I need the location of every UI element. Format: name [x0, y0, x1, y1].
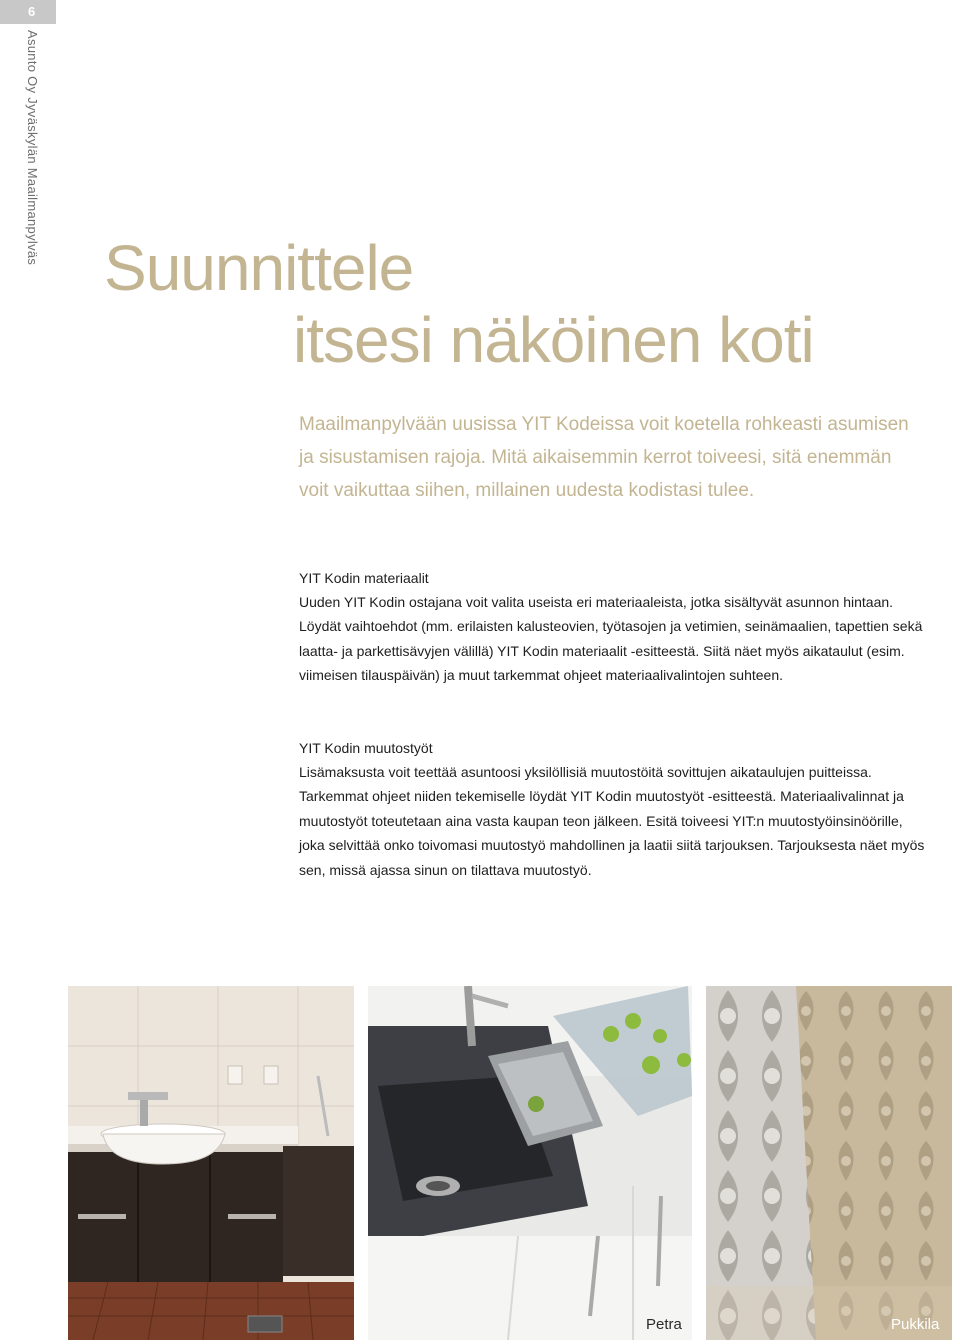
page-number: 6	[0, 0, 56, 24]
wallpaper-photo	[706, 986, 952, 1340]
modifications-section	[299, 736, 929, 882]
caption-petra: Petra	[646, 1316, 682, 1333]
intro-paragraph: Maailmanpylvään uusissa YIT Kodeissa voit koetella rohkeasti asumisen ja sisustamisen rajoja. Mitä aikaisemmin kerrot toiveesi, sitä enemmän voit vaikuttaa siihen, millainen uudesta kodistasi tulee.	[299, 414, 909, 501]
side-title: Asunto Oy Jyväskylän Maailmanpylväs	[25, 30, 40, 266]
kitchen-sink-photo	[368, 986, 692, 1340]
materials-body: Uuden YIT Kodin ostajana voit valita useista eri materiaaleista, jotka sisältyvät asunnon hintaan. Löydät vaihtoehdot (mm. erilaisten kalusteovien, työtasojen ja vetimien, seinämaalien, tapettien sekä laatta- ja parkettisävyjen välillä) YIT Kodin materiaalit -esitteestä. Siitä näet myös aikataulut (esim. viimeisen tilauspäivän) ja muut tarkemmat ohjeet materiaalivalintojen suhteen.	[299, 594, 923, 684]
bathroom-photo	[68, 986, 354, 1340]
modifications-body: Lisämaksusta voit teettää asuntoosi yksilöllisiä muutostöitä sovittujen aikataulujen puitteissa. Tarkemmat ohjeet niiden tekemiselle löydät YIT Kodin muutostyöt -esitteestä. Materiaalivalinnat ja muutostyöt toteutetaan aina vasta kaupan teon jälkeen. Esitä toiveesi YIT:n muutostyöinsinöörille, joka selvittää onko toivomasi muutostyö mahdollinen ja laatii siitä tarjouksen. Tarjouksesta näet myös sen, missä ajassa sinun on tilattava muutostyö.	[299, 764, 925, 878]
materials-title: YIT Kodin materiaalit	[299, 570, 429, 586]
modifications-title: YIT Kodin muutostyöt	[299, 740, 433, 756]
caption-pukkila: Pukkila	[891, 1316, 940, 1333]
materials-section	[299, 566, 929, 688]
heading-line-1: Suunnittele	[104, 232, 414, 304]
heading-line-2: itsesi näköinen koti	[293, 304, 814, 376]
